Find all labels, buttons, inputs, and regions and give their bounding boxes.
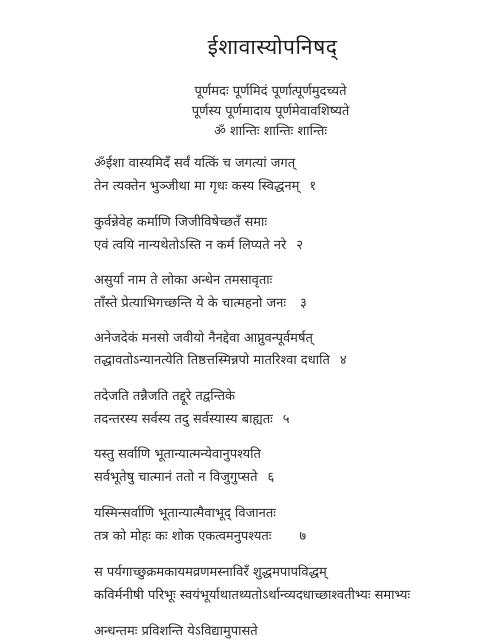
verse-9-line-1: अन्धन्तमः प्रविशन्ति येऽविद्यामुपासते	[94, 624, 258, 639]
verse-1-line-2	[94, 176, 316, 194]
verse-8-line-1: स पर्यगाच्छुक्रमकायमव्रणमस्नाविरँ शुद्धमपापविद्धम्	[94, 565, 327, 580]
verse-7-line-1: यस्मिन्सर्वाणि भूतान्यात्मैवाभूद् विजानतः	[94, 506, 276, 521]
verse-3-line-1: असुर्या नाम ते लोका अन्धेन तमसावृताः	[94, 273, 273, 288]
verse-1-line-1: ॐईशा वास्यमिदँ सर्वं यत्किं च जगत्यां जगत्	[94, 156, 296, 171]
verse-7-line-2	[94, 526, 306, 544]
verse-4-line-2	[94, 350, 347, 368]
verse-2-text: एवं त्वयि नान्यथेतोऽस्ति न कर्म लिप्यते नरे	[94, 238, 287, 253]
verse-1-number: १	[309, 179, 317, 194]
verse-1-text: तेन त्यक्तेन भुञ्जीथा मा गृधः कस्य स्विद्धनम्	[94, 179, 300, 194]
verse-6-number: ६	[267, 470, 275, 485]
invocation-line-2: पूर्णस्य पूर्णमादाय पूर्णमेवावशिष्यते	[191, 104, 350, 119]
verse-5-line-2	[94, 409, 290, 427]
verse-4-line-1: अनेजदेकं मनसो जवीयो नैनद्देवा आप्नुवन्पूर्वमर्षत्	[94, 331, 313, 346]
verse-7-text: तत्र को मोहः कः शोक एकत्वमनुपश्यतः	[94, 529, 272, 544]
verse-7-number: ७	[299, 529, 307, 544]
verse-5-text: तदन्तरस्य सर्वस्य तदु सर्वस्यास्य बाह्यतः	[94, 412, 273, 427]
verse-6-line-2	[94, 467, 274, 485]
document-title: ईशावास्योपनिषद्	[207, 35, 338, 59]
verse-2-line-1: कुर्वन्नेवेह कर्माणि जिजीविषेच्छतँ समाः	[94, 215, 268, 230]
invocation-line-1: पूर्णमदः पूर्णमिदं पूर्णात्पूर्णमुदच्यते	[194, 84, 347, 99]
verse-6-text: सर्वभूतेषु चात्मानं ततो न विजुगुप्सते	[94, 470, 258, 485]
verse-8-line-2: कविर्मनीषी परिभूः स्वयंभूर्याथातथ्यतोऽर्थान्व्यदधाच्छाश्वतीभ्यः समाभ्यः	[94, 588, 411, 603]
verse-3-line-2	[94, 293, 307, 311]
verse-2-number: २	[296, 238, 304, 253]
verse-2-line-2	[94, 235, 303, 253]
verse-3-number: ३	[300, 296, 307, 311]
verse-3-text: ताँस्ते प्रेत्याभिगच्छन्ति ये के चात्महनो जनः	[94, 296, 287, 311]
verse-5-number: ५	[282, 412, 290, 427]
verse-5-line-1: तदेजति तन्नैजति तद्दूरे तद्वन्तिके	[94, 389, 236, 404]
verse-4-text: तद्धावतोऽन्यानत्येति तिष्ठत्तस्मिन्नपो मातरिश्वा दधाति	[94, 353, 330, 368]
verse-4-number: ४	[339, 353, 347, 368]
invocation-line-3: ॐ शान्तिः शान्तिः शान्तिः	[213, 124, 328, 139]
verse-6-line-1: यस्तु सर्वाणि भूतान्यात्मन्येवानुपश्यति	[94, 447, 261, 462]
